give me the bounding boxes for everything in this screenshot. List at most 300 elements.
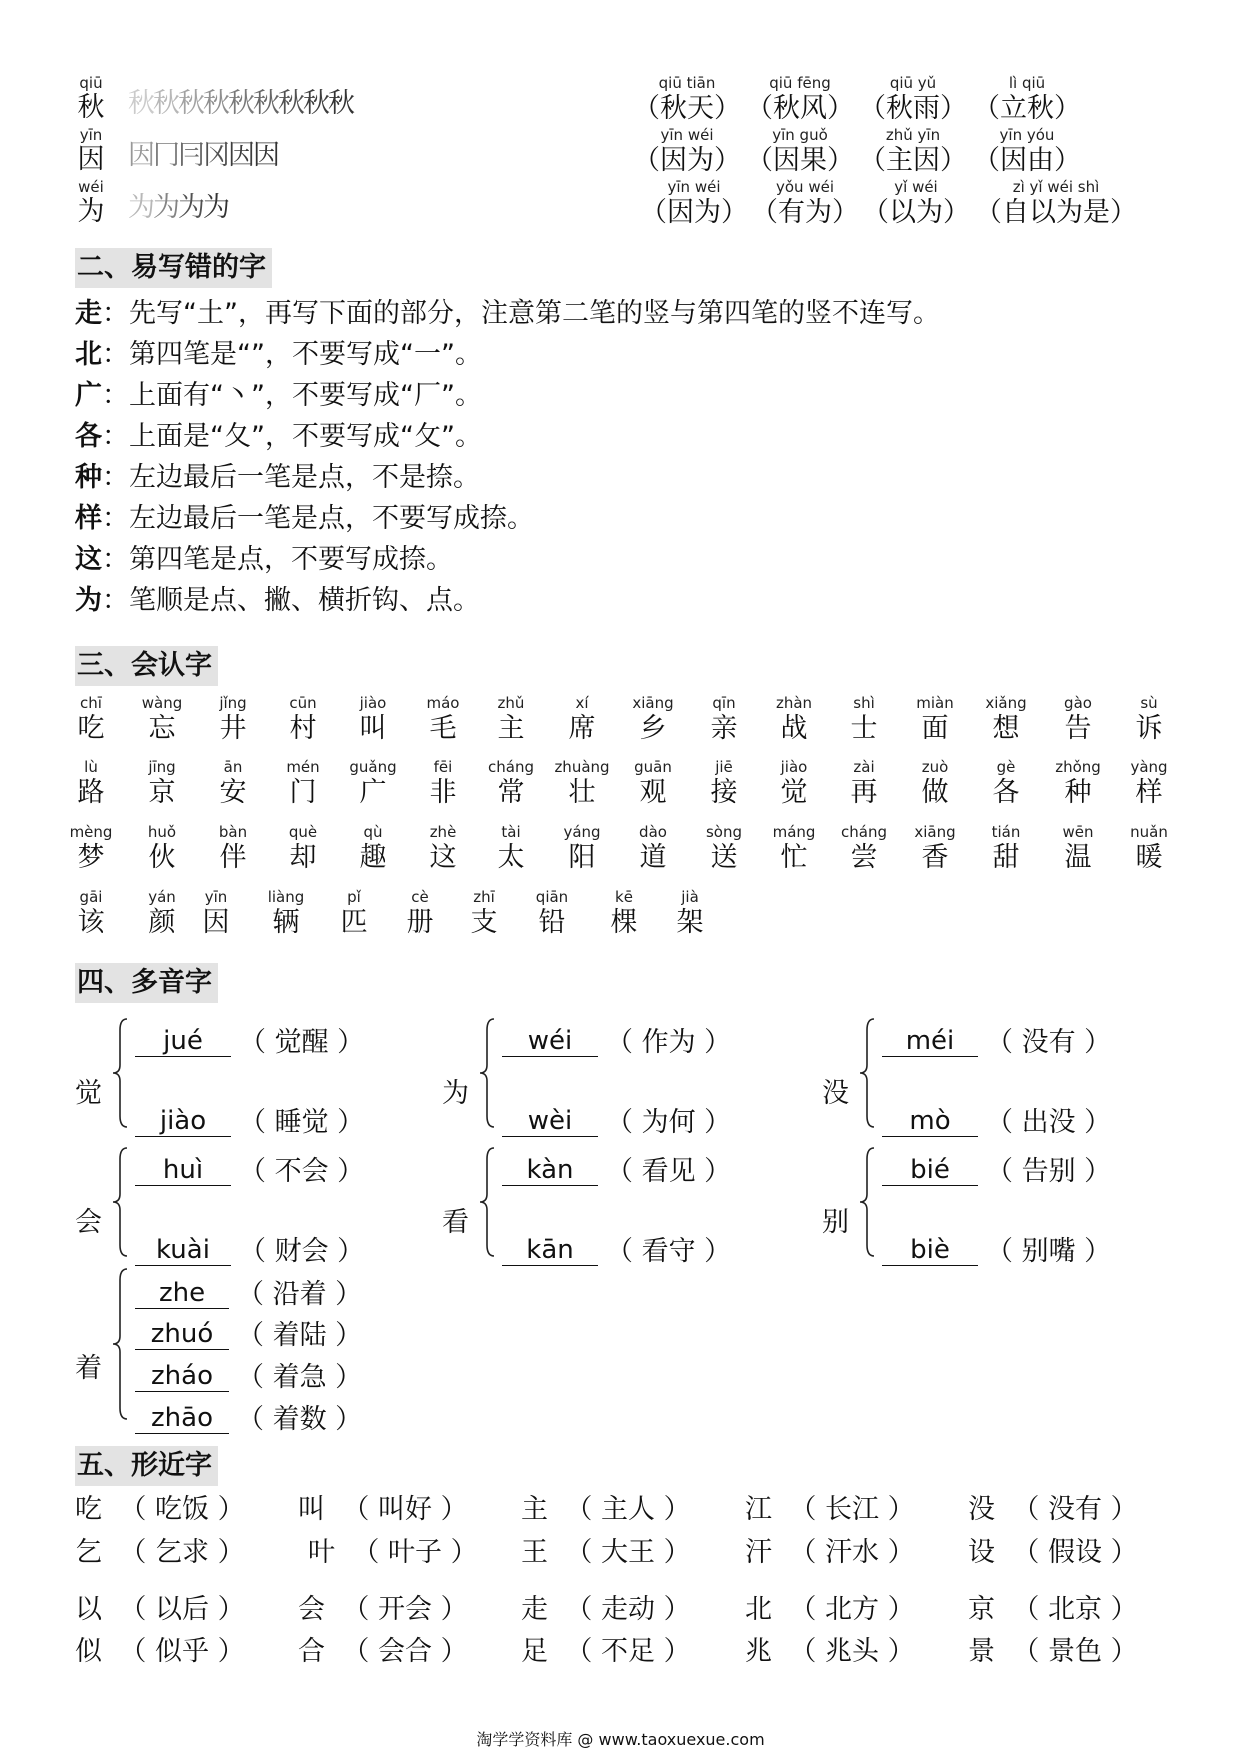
recognize-char bbox=[618, 760, 688, 806]
recognize-char bbox=[547, 696, 617, 742]
error-item bbox=[75, 464, 480, 491]
char-hanzi: 做 bbox=[921, 777, 949, 808]
example-word: （ 看守 ） bbox=[606, 1236, 732, 1267]
char-pinyin: tài bbox=[501, 823, 521, 841]
brace-icon bbox=[478, 1147, 496, 1257]
recognize-char bbox=[618, 696, 688, 742]
recognize-char bbox=[127, 696, 197, 742]
similar-word: （ 景色 ） bbox=[1012, 1636, 1138, 1667]
similar-word: （ 叶子 ） bbox=[352, 1537, 478, 1568]
word-text: （秋天） bbox=[633, 93, 741, 124]
char-hanzi: 这 bbox=[429, 842, 457, 873]
char-pinyin: zhǔ bbox=[497, 694, 525, 712]
error-colon: ： bbox=[102, 298, 129, 329]
char-hanzi: 路 bbox=[77, 777, 105, 808]
char-pinyin: yán bbox=[148, 888, 176, 906]
char-pinyin: nuǎn bbox=[1130, 823, 1168, 841]
word-pinyin: qiū fēng bbox=[769, 74, 831, 92]
error-char: 为 bbox=[75, 585, 102, 616]
char-hanzi: 叫 bbox=[359, 713, 387, 744]
hanzi: 为 bbox=[77, 196, 105, 227]
polyphonic-char: 为 bbox=[442, 1078, 469, 1109]
similar-word: （ 乞求 ） bbox=[119, 1537, 245, 1568]
char-pinyin: shì bbox=[853, 694, 875, 712]
char-pinyin: jiē bbox=[715, 758, 733, 776]
pinyin: wéi bbox=[78, 178, 104, 196]
footer-watermark: 淘学学资料库 @ www.taoxuexue.com bbox=[476, 1730, 765, 1749]
pinyin-answer: biè bbox=[882, 1237, 978, 1266]
stroke-step: 冂 bbox=[153, 140, 178, 171]
similar-word: （ 兆头 ） bbox=[789, 1636, 915, 1667]
error-item bbox=[75, 587, 480, 614]
char-pinyin: cūn bbox=[289, 694, 317, 712]
polyphonic-char: 看 bbox=[442, 1207, 469, 1238]
similar-char: 没 bbox=[968, 1494, 995, 1525]
word-pinyin: qiū tiān bbox=[658, 74, 716, 92]
char-pinyin: mèng bbox=[69, 823, 113, 841]
recognize-char bbox=[56, 696, 126, 742]
char-pinyin: cè bbox=[411, 888, 429, 906]
char-hanzi: 门 bbox=[289, 777, 317, 808]
recognize-char bbox=[198, 696, 268, 742]
char-pinyin: tián bbox=[991, 823, 1021, 841]
pinyin-answer: zhāo bbox=[135, 1405, 229, 1434]
char-hanzi: 接 bbox=[710, 777, 738, 808]
stroke-step: 冃 bbox=[178, 140, 203, 171]
example-word: （ 财会 ） bbox=[239, 1236, 365, 1267]
char-hanzi: 阳 bbox=[568, 842, 596, 873]
pinyin-answer: bié bbox=[882, 1157, 978, 1186]
similar-word: （ 大王 ） bbox=[565, 1537, 691, 1568]
stroke-step: 秋 bbox=[228, 88, 253, 119]
similar-word: （ 似乎 ） bbox=[119, 1636, 245, 1667]
recognize-char bbox=[689, 760, 759, 806]
polyphonic-char: 会 bbox=[75, 1207, 102, 1238]
char-pinyin: zhǒng bbox=[1055, 758, 1101, 776]
word-pinyin: zì yǐ wéi shì bbox=[1012, 178, 1100, 196]
pinyin-answer: zháo bbox=[135, 1363, 229, 1392]
stroke-step: 秋 bbox=[153, 88, 178, 119]
word-pinyin: lì qiū bbox=[1008, 74, 1046, 92]
char-hanzi: 村 bbox=[289, 713, 317, 744]
stroke-step: 为 bbox=[203, 192, 228, 223]
word-with-pinyin bbox=[746, 76, 854, 122]
char-hanzi: 亲 bbox=[710, 713, 738, 744]
char-hanzi: 铅 bbox=[538, 907, 566, 938]
word-with-pinyin bbox=[640, 180, 748, 226]
similar-pair bbox=[298, 1596, 485, 1623]
example-word: （ 着急 ） bbox=[237, 1362, 363, 1393]
char-hanzi: 册 bbox=[406, 907, 434, 938]
word-text: （以为） bbox=[862, 197, 970, 228]
word-with-pinyin bbox=[975, 180, 1137, 226]
hanzi: 秋 bbox=[77, 92, 105, 123]
char-hanzi: 面 bbox=[921, 713, 949, 744]
char-pinyin: guān bbox=[634, 758, 672, 776]
error-colon: ： bbox=[102, 421, 129, 452]
word-with-pinyin bbox=[633, 76, 741, 122]
recognize-char bbox=[385, 890, 455, 936]
section-4-title: 四、多音字 bbox=[75, 963, 218, 1003]
char-pinyin: zuò bbox=[921, 758, 949, 776]
stroke-step: 秋 bbox=[278, 88, 303, 119]
recognize-char bbox=[338, 825, 408, 871]
similar-pair bbox=[75, 1496, 262, 1523]
char-pinyin: máo bbox=[426, 694, 460, 712]
char-hanzi: 颜 bbox=[148, 907, 176, 938]
brace-icon bbox=[111, 1268, 129, 1420]
char-hanzi: 安 bbox=[219, 777, 247, 808]
example-word: （ 告别 ） bbox=[986, 1156, 1112, 1187]
char-hanzi: 趣 bbox=[359, 842, 387, 873]
pinyin-answer: zhuó bbox=[135, 1321, 229, 1350]
recognize-char bbox=[689, 825, 759, 871]
pinyin-answer: huì bbox=[135, 1157, 231, 1186]
similar-char: 兆 bbox=[745, 1636, 772, 1667]
similar-pair bbox=[745, 1638, 932, 1665]
recognize-char bbox=[56, 760, 126, 806]
similar-char: 合 bbox=[298, 1636, 325, 1667]
stroke-step: 秋 bbox=[328, 88, 353, 119]
similar-char: 王 bbox=[521, 1537, 548, 1568]
char-hanzi: 常 bbox=[497, 777, 525, 808]
char-pinyin: jiào bbox=[359, 694, 387, 712]
pinyin-answer: kuài bbox=[135, 1237, 231, 1266]
char-pinyin: kē bbox=[615, 888, 633, 906]
recognize-char bbox=[1114, 760, 1184, 806]
char-hanzi: 该 bbox=[77, 907, 105, 938]
similar-pair bbox=[968, 1496, 1155, 1523]
recognize-char bbox=[517, 890, 587, 936]
error-char: 样 bbox=[75, 503, 102, 534]
polyphonic-char: 别 bbox=[822, 1207, 849, 1238]
error-colon: ： bbox=[102, 503, 129, 534]
word-with-pinyin bbox=[973, 76, 1081, 122]
example-word: （ 看见 ） bbox=[606, 1156, 732, 1187]
similar-char: 似 bbox=[75, 1636, 102, 1667]
row-head-char bbox=[75, 180, 107, 225]
char-pinyin: fēi bbox=[433, 758, 453, 776]
word-pinyin: yīn yóu bbox=[999, 126, 1055, 144]
error-char: 广 bbox=[75, 380, 102, 411]
pinyin-answer: kān bbox=[502, 1237, 598, 1266]
similar-pair bbox=[745, 1496, 932, 1523]
char-hanzi: 道 bbox=[639, 842, 667, 873]
char-pinyin: zhàn bbox=[775, 694, 813, 712]
recognize-char bbox=[251, 890, 321, 936]
recognize-char bbox=[268, 825, 338, 871]
error-desc: 先写“土”，再写下面的部分，注意第二笔的竖与第四笔的竖不连写。 bbox=[129, 298, 940, 329]
similar-pair bbox=[75, 1638, 262, 1665]
error-item bbox=[75, 382, 482, 409]
word-pinyin: yīn wéi bbox=[667, 178, 721, 196]
char-pinyin: mén bbox=[286, 758, 320, 776]
stroke-step: 为 bbox=[153, 192, 178, 223]
word-with-pinyin bbox=[973, 128, 1081, 174]
stroke-step: 冈 bbox=[203, 140, 228, 171]
recognize-char bbox=[268, 696, 338, 742]
recognize-char bbox=[547, 825, 617, 871]
example-word: （ 为何 ） bbox=[606, 1107, 732, 1138]
stroke-order bbox=[128, 194, 228, 221]
char-pinyin: sòng bbox=[705, 823, 743, 841]
brace-icon bbox=[478, 1018, 496, 1128]
char-pinyin: zhuàng bbox=[554, 758, 610, 776]
word-text: （自以为是） bbox=[975, 197, 1137, 228]
char-hanzi: 诉 bbox=[1135, 713, 1163, 744]
recognize-char bbox=[1043, 825, 1113, 871]
recognize-char bbox=[319, 890, 389, 936]
recognize-char bbox=[1114, 825, 1184, 871]
recognize-char bbox=[900, 760, 970, 806]
char-hanzi: 架 bbox=[676, 907, 704, 938]
similar-char: 江 bbox=[745, 1494, 772, 1525]
char-pinyin: dào bbox=[639, 823, 667, 841]
stroke-order bbox=[128, 142, 278, 169]
similar-word: （ 叫好 ） bbox=[342, 1494, 468, 1525]
recognize-char bbox=[689, 696, 759, 742]
error-desc: 上面有“丶”，不要写成“厂”。 bbox=[129, 380, 482, 411]
char-hanzi: 毛 bbox=[429, 713, 457, 744]
char-hanzi: 因 bbox=[202, 907, 230, 938]
error-item bbox=[75, 341, 482, 368]
example-word: （ 着陆 ） bbox=[237, 1320, 363, 1351]
char-pinyin: liàng bbox=[267, 888, 305, 906]
char-hanzi: 忙 bbox=[780, 842, 808, 873]
char-hanzi: 支 bbox=[470, 907, 498, 938]
brace-icon bbox=[111, 1018, 129, 1128]
word-text: （因由） bbox=[973, 145, 1081, 176]
pinyin-answer: jué bbox=[135, 1028, 231, 1057]
stroke-order bbox=[128, 90, 353, 117]
example-word: （ 着数 ） bbox=[237, 1404, 363, 1435]
recognize-char bbox=[547, 760, 617, 806]
recognize-char bbox=[589, 890, 659, 936]
recognize-char bbox=[338, 760, 408, 806]
brace-icon bbox=[858, 1147, 876, 1257]
similar-char: 以 bbox=[75, 1594, 102, 1625]
similar-word: （ 不足 ） bbox=[565, 1636, 691, 1667]
char-pinyin: zài bbox=[853, 758, 875, 776]
section-5-title: 五、形近字 bbox=[75, 1446, 218, 1486]
stroke-step: 为 bbox=[178, 192, 203, 223]
error-colon: ： bbox=[102, 585, 129, 616]
char-pinyin: xiāng bbox=[914, 823, 956, 841]
recognize-char bbox=[198, 825, 268, 871]
recognize-char bbox=[900, 696, 970, 742]
word-pinyin: yǒu wéi bbox=[776, 178, 834, 196]
char-pinyin: wēn bbox=[1062, 823, 1094, 841]
word-pinyin: yǐ wéi bbox=[894, 178, 938, 196]
stroke-step: 秋 bbox=[128, 88, 153, 119]
similar-pair bbox=[308, 1539, 495, 1566]
char-hanzi: 太 bbox=[497, 842, 525, 873]
word-pinyin: yīn wéi bbox=[660, 126, 714, 144]
pinyin: qiū bbox=[79, 74, 103, 92]
char-hanzi: 想 bbox=[992, 713, 1020, 744]
stroke-step: 因 bbox=[128, 140, 153, 171]
stroke-step: 因 bbox=[228, 140, 253, 171]
error-colon: ： bbox=[102, 544, 129, 575]
example-word: （ 出没 ） bbox=[986, 1107, 1112, 1138]
similar-word: （ 长江 ） bbox=[789, 1494, 915, 1525]
recognize-char bbox=[1043, 760, 1113, 806]
recognize-char bbox=[655, 890, 725, 936]
char-pinyin: chī bbox=[80, 694, 102, 712]
similar-pair bbox=[521, 1496, 708, 1523]
char-hanzi: 香 bbox=[921, 842, 949, 873]
char-pinyin: xiǎng bbox=[985, 694, 1027, 712]
char-pinyin: yáng bbox=[563, 823, 601, 841]
char-pinyin: huǒ bbox=[147, 823, 177, 841]
similar-char: 景 bbox=[968, 1636, 995, 1667]
char-pinyin: gè bbox=[996, 758, 1016, 776]
char-hanzi: 棵 bbox=[610, 907, 638, 938]
char-hanzi: 匹 bbox=[340, 907, 368, 938]
recognize-char bbox=[338, 696, 408, 742]
error-desc: 上面是“夂”，不要写成“攵”。 bbox=[129, 421, 482, 452]
error-char: 这 bbox=[75, 544, 102, 575]
char-pinyin: jīng bbox=[148, 758, 176, 776]
char-hanzi: 战 bbox=[780, 713, 808, 744]
example-word: （ 别嘴 ） bbox=[986, 1236, 1112, 1267]
pinyin-answer: mò bbox=[882, 1108, 978, 1137]
char-hanzi: 告 bbox=[1064, 713, 1092, 744]
similar-pair bbox=[75, 1596, 262, 1623]
similar-pair bbox=[968, 1539, 1155, 1566]
polyphonic-char: 没 bbox=[822, 1078, 849, 1109]
similar-word: （ 北京 ） bbox=[1012, 1594, 1138, 1625]
char-hanzi: 种 bbox=[1064, 777, 1092, 808]
similar-pair bbox=[968, 1638, 1155, 1665]
similar-pair bbox=[521, 1596, 708, 1623]
similar-char: 足 bbox=[521, 1636, 548, 1667]
error-desc: 左边最后一笔是点，不是捺。 bbox=[129, 462, 480, 493]
char-pinyin: gào bbox=[1064, 694, 1092, 712]
char-hanzi: 井 bbox=[219, 713, 247, 744]
char-hanzi: 温 bbox=[1064, 842, 1092, 873]
word-with-pinyin bbox=[746, 128, 854, 174]
word-text: （因为） bbox=[633, 145, 741, 176]
word-text: （因为） bbox=[640, 197, 748, 228]
recognize-char bbox=[971, 760, 1041, 806]
char-hanzi: 甜 bbox=[992, 842, 1020, 873]
error-desc: 第四笔是“”，不要写成“一”。 bbox=[129, 339, 482, 370]
word-with-pinyin bbox=[862, 180, 970, 226]
error-item bbox=[75, 423, 482, 450]
char-hanzi: 忘 bbox=[148, 713, 176, 744]
word-with-pinyin bbox=[751, 180, 859, 226]
similar-pair bbox=[745, 1596, 932, 1623]
word-pinyin: qiū yǔ bbox=[889, 74, 937, 92]
similar-char: 设 bbox=[968, 1537, 995, 1568]
section-2-title: 二、易写错的字 bbox=[75, 248, 272, 288]
word-with-pinyin bbox=[859, 76, 967, 122]
similar-pair bbox=[521, 1638, 708, 1665]
recognize-char bbox=[56, 890, 126, 936]
char-pinyin: máng bbox=[772, 823, 816, 841]
recognize-char bbox=[900, 825, 970, 871]
char-pinyin: wàng bbox=[141, 694, 183, 712]
similar-pair bbox=[75, 1539, 262, 1566]
similar-word: （ 假设 ） bbox=[1012, 1537, 1138, 1568]
word-text: （立秋） bbox=[973, 93, 1081, 124]
char-pinyin: gāi bbox=[79, 888, 103, 906]
polyphonic-char: 着 bbox=[75, 1352, 102, 1384]
similar-char: 乞 bbox=[75, 1537, 102, 1568]
char-pinyin: xí bbox=[575, 694, 589, 712]
example-word: （ 作为 ） bbox=[606, 1027, 732, 1058]
hanzi: 因 bbox=[77, 144, 105, 175]
pinyin-answer: méi bbox=[882, 1028, 978, 1057]
similar-char: 吃 bbox=[75, 1494, 102, 1525]
similar-word: （ 会合 ） bbox=[342, 1636, 468, 1667]
example-word: （ 觉醒 ） bbox=[239, 1027, 365, 1058]
error-char: 走 bbox=[75, 298, 102, 329]
error-colon: ： bbox=[102, 380, 129, 411]
char-pinyin: què bbox=[288, 823, 318, 841]
similar-char: 汗 bbox=[745, 1537, 772, 1568]
similar-char: 叫 bbox=[298, 1494, 325, 1525]
recognize-char bbox=[449, 890, 519, 936]
char-hanzi: 主 bbox=[497, 713, 525, 744]
error-colon: ： bbox=[102, 339, 129, 370]
recognize-char bbox=[971, 825, 1041, 871]
recognize-char bbox=[618, 825, 688, 871]
char-pinyin: qù bbox=[363, 823, 383, 841]
recognize-char bbox=[829, 825, 899, 871]
char-hanzi: 样 bbox=[1135, 777, 1163, 808]
similar-word: （ 吃饭 ） bbox=[119, 1494, 245, 1525]
recognize-char bbox=[759, 760, 829, 806]
similar-char: 京 bbox=[968, 1594, 995, 1625]
char-pinyin: qīn bbox=[712, 694, 736, 712]
char-pinyin: guǎng bbox=[349, 758, 397, 776]
recognize-char bbox=[408, 825, 478, 871]
stroke-step: 秋 bbox=[303, 88, 328, 119]
row-head-char bbox=[75, 128, 107, 173]
pinyin-answer: zhe bbox=[135, 1280, 229, 1309]
similar-word: （ 以后 ） bbox=[119, 1594, 245, 1625]
char-hanzi: 各 bbox=[992, 777, 1020, 808]
similar-char: 走 bbox=[521, 1594, 548, 1625]
error-char: 各 bbox=[75, 421, 102, 452]
char-pinyin: jiào bbox=[780, 758, 808, 776]
recognize-char bbox=[829, 696, 899, 742]
char-hanzi: 京 bbox=[148, 777, 176, 808]
word-text: （有为） bbox=[751, 197, 859, 228]
char-hanzi: 伙 bbox=[148, 842, 176, 873]
char-hanzi: 辆 bbox=[272, 907, 300, 938]
char-pinyin: pǐ bbox=[347, 888, 361, 906]
similar-char: 北 bbox=[745, 1594, 772, 1625]
recognize-char bbox=[408, 760, 478, 806]
char-hanzi: 梦 bbox=[77, 842, 105, 873]
pinyin-answer: kàn bbox=[502, 1157, 598, 1186]
similar-char: 会 bbox=[298, 1594, 325, 1625]
error-item bbox=[75, 300, 940, 327]
char-pinyin: yàng bbox=[1130, 758, 1168, 776]
similar-char: 主 bbox=[521, 1494, 548, 1525]
error-desc: 笔顺是点、撇、横折钩、点。 bbox=[129, 585, 480, 616]
word-text: （秋雨） bbox=[859, 93, 967, 124]
pinyin-answer: jiào bbox=[135, 1108, 231, 1137]
recognize-char bbox=[268, 760, 338, 806]
brace-icon bbox=[858, 1018, 876, 1128]
example-word: （ 睡觉 ） bbox=[239, 1107, 365, 1138]
similar-word: （ 汗水 ） bbox=[789, 1537, 915, 1568]
recognize-char bbox=[181, 890, 251, 936]
